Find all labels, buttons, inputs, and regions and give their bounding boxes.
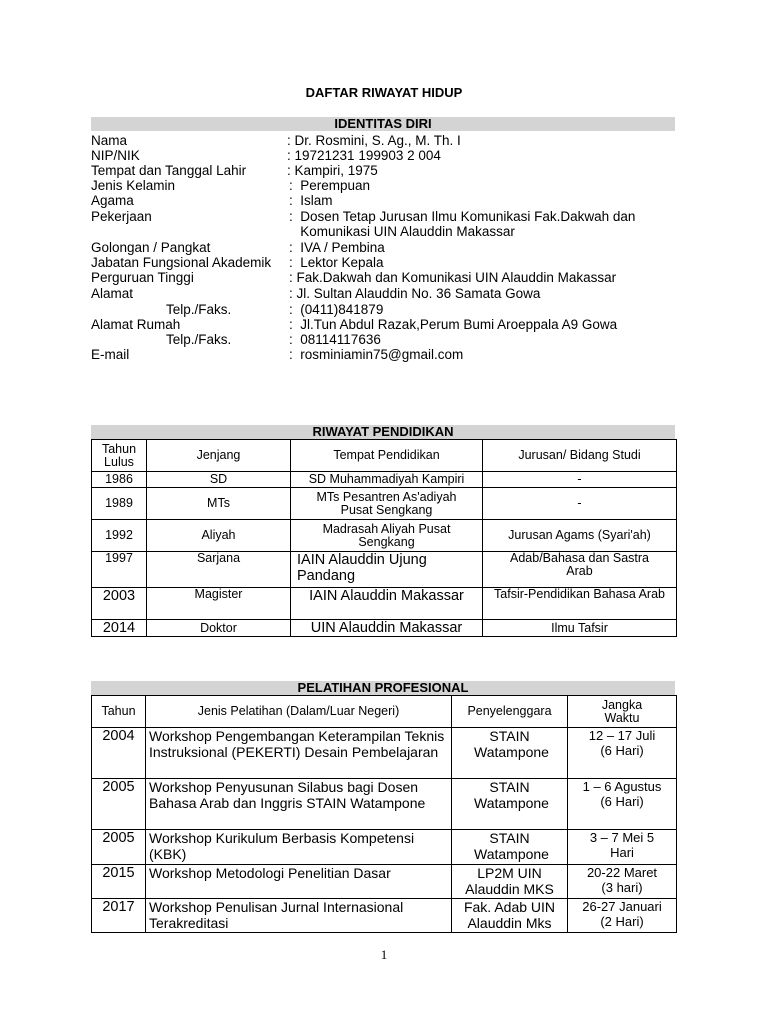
cell-duration: 26-27 Januari (2 Hari) bbox=[568, 899, 677, 933]
cell-level: Doktor bbox=[147, 620, 291, 637]
identitas-label: Golongan / Pangkat bbox=[91, 240, 211, 255]
identitas-value: : Perempuan bbox=[289, 178, 371, 193]
cell-year: 1992 bbox=[92, 520, 147, 552]
table-row bbox=[92, 520, 677, 552]
cell-major: - bbox=[483, 472, 677, 488]
cell-level: SD bbox=[147, 472, 291, 488]
identitas-label: Jabatan Fungsional Akademik bbox=[91, 255, 272, 270]
identitas-label: E-mail bbox=[91, 347, 130, 362]
cell-organizer: STAIN Watampone bbox=[452, 779, 568, 830]
pendidikan-heading: RIWAYAT PENDIDIKAN bbox=[91, 425, 675, 439]
cell-training-name: Workshop Pengembangan Keterampilan Teknis Instruksional (PEKERTI) Desain Pembelajaran bbox=[146, 728, 452, 779]
table-row bbox=[92, 552, 677, 588]
cell-major: Adab/Bahasa dan Sastra Arab bbox=[483, 552, 677, 588]
table-row bbox=[92, 488, 677, 520]
identitas-value: : Jl. Sultan Alauddin No. 36 Samata Gowa bbox=[289, 286, 541, 301]
pelatihan-table bbox=[91, 695, 677, 933]
identitas-label: Telp./Faks. bbox=[166, 332, 232, 347]
cell-major: Jurusan Agams (Syari'ah) bbox=[483, 520, 677, 552]
identitas-label: Agama bbox=[91, 193, 134, 208]
identitas-label: Telp./Faks. bbox=[166, 302, 232, 317]
cell-training-name: Workshop Penulisan Jurnal Internasional Terakreditasi bbox=[146, 899, 452, 933]
table-header-row bbox=[92, 440, 677, 472]
cell-level: Aliyah bbox=[147, 520, 291, 552]
cell-place: Madrasah Aliyah Pusat Sengkang bbox=[291, 520, 483, 552]
identitas-value: : Islam bbox=[289, 193, 333, 208]
identitas-value: : rosminiamin75@gmail.com bbox=[289, 347, 464, 362]
identitas-label: Nama bbox=[91, 133, 128, 148]
column-header: Jurusan/ Bidang Studi bbox=[483, 440, 677, 472]
pelatihan-heading: PELATIHAN PROFESIONAL bbox=[91, 681, 675, 695]
cell-year: 1997 bbox=[92, 552, 147, 588]
cell-place: UIN Alauddin Makassar bbox=[291, 620, 483, 637]
identitas-label: Tempat dan Tanggal Lahir bbox=[91, 163, 247, 178]
cell-duration: 12 – 17 Juli (6 Hari) bbox=[568, 728, 677, 779]
table-row bbox=[92, 472, 677, 488]
identitas-label: NIP/NIK bbox=[91, 148, 140, 163]
cell-training-name bbox=[146, 830, 452, 865]
cell-level: MTs bbox=[147, 488, 291, 520]
document-title: DAFTAR RIWAYAT HIDUP bbox=[305, 85, 463, 100]
cell-training-name: Workshop Metodologi Penelitian Dasar bbox=[146, 865, 452, 899]
table-header-row bbox=[92, 696, 677, 728]
cell-year: 1989 bbox=[92, 488, 147, 520]
cell-level: Magister bbox=[147, 588, 291, 620]
cell-organizer: Fak. Adab UIN Alauddin Mks bbox=[452, 899, 568, 933]
cell-year: 1986 bbox=[92, 472, 147, 488]
table-row bbox=[92, 728, 677, 779]
identitas-value: : 08114117636 bbox=[289, 332, 381, 347]
identitas-value: : Dr. Rosmini, S. Ag., M. Th. I bbox=[287, 133, 461, 148]
column-header: Jangka Waktu bbox=[568, 696, 677, 728]
identitas-value: : Lektor Kepala bbox=[289, 255, 384, 270]
cell-place: MTs Pesantren As'adiyah Pusat Sengkang bbox=[291, 488, 483, 520]
cell-organizer: LP2M UIN Alauddin MKS bbox=[452, 865, 568, 899]
identitas-value: : Jl.Tun Abdul Razak,Perum Bumi Aroeppala A9 Gowa bbox=[289, 317, 618, 332]
cell-duration: 20-22 Maret (3 hari) bbox=[568, 865, 677, 899]
cell-major: Ilmu Tafsir bbox=[483, 620, 677, 637]
cell-year: 2003 bbox=[92, 588, 147, 620]
table-row bbox=[92, 830, 677, 865]
cell-year: 2014 bbox=[92, 620, 147, 637]
cell-training-name: Workshop Penyusunan Silabus bagi Dosen Bahasa Arab dan Inggris STAIN Watampone bbox=[146, 779, 452, 830]
cell-place: SD Muhammadiyah Kampiri bbox=[291, 472, 483, 488]
column-header: Tempat Pendidikan bbox=[291, 440, 483, 472]
identitas-value: : 19721231 199903 2 004 bbox=[287, 148, 441, 163]
identitas-value: : Dosen Tetap Jurusan Ilmu Komunikasi Fak.Dakwah dan bbox=[289, 209, 636, 224]
cell-level: Sarjana bbox=[147, 552, 291, 588]
column-header: Penyelenggara bbox=[452, 696, 568, 728]
cell-place: IAIN Alauddin Makassar bbox=[291, 588, 483, 620]
cell-organizer: STAIN Watampone bbox=[452, 728, 568, 779]
identitas-value: : IVA / Pembina bbox=[289, 240, 385, 255]
cell-year: 2017 bbox=[92, 899, 146, 933]
cell-year: 2005 bbox=[92, 779, 146, 830]
identitas-label: Perguruan Tinggi bbox=[91, 270, 194, 285]
cell-year: 2015 bbox=[92, 865, 146, 899]
page-number: 1 bbox=[380, 947, 388, 962]
table-row bbox=[92, 865, 677, 899]
pendidikan-table bbox=[91, 439, 677, 637]
cell-year: 2004 bbox=[92, 728, 146, 779]
cell-year: 2005 bbox=[92, 830, 146, 865]
identitas-label: Jenis Kelamin bbox=[91, 178, 176, 193]
training-name-text: Workshop Kurikulum Berbasis Kompetensi (KBK) bbox=[149, 830, 415, 862]
cell-major: - bbox=[483, 488, 677, 520]
table-row bbox=[92, 620, 677, 637]
column-header: Tahun Lulus bbox=[92, 440, 147, 472]
column-header: Jenjang bbox=[147, 440, 291, 472]
cell-organizer: STAIN Watampone bbox=[452, 830, 568, 865]
identitas-value: : Fak.Dakwah dan Komunikasi UIN Alauddin Makassar bbox=[289, 270, 617, 285]
cell-major: Tafsir-Pendidikan Bahasa Arab bbox=[483, 588, 677, 620]
column-header: Jenis Pelatihan (Dalam/Luar Negeri) bbox=[146, 696, 452, 728]
identitas-label: Alamat bbox=[91, 286, 134, 301]
identitas-heading: IDENTITAS DIRI bbox=[91, 117, 675, 131]
table-row bbox=[92, 588, 677, 620]
cell-duration: 3 – 7 Mei 5 Hari bbox=[568, 830, 677, 865]
identitas-label: Alamat Rumah bbox=[91, 317, 181, 332]
identitas-value: : Kampiri, 1975 bbox=[287, 163, 378, 178]
identitas-value: : (0411)841879 bbox=[289, 302, 384, 317]
cell-duration: 1 – 6 Agustus (6 Hari) bbox=[568, 779, 677, 830]
table-row bbox=[92, 899, 677, 933]
cell-place: IAIN Alauddin Ujung Pandang bbox=[291, 552, 483, 588]
identitas-value: Komunikasi UIN Alauddin Makassar bbox=[289, 224, 515, 239]
table-row bbox=[92, 779, 677, 830]
column-header: Tahun bbox=[92, 696, 146, 728]
identitas-label: Pekerjaan bbox=[91, 209, 152, 224]
